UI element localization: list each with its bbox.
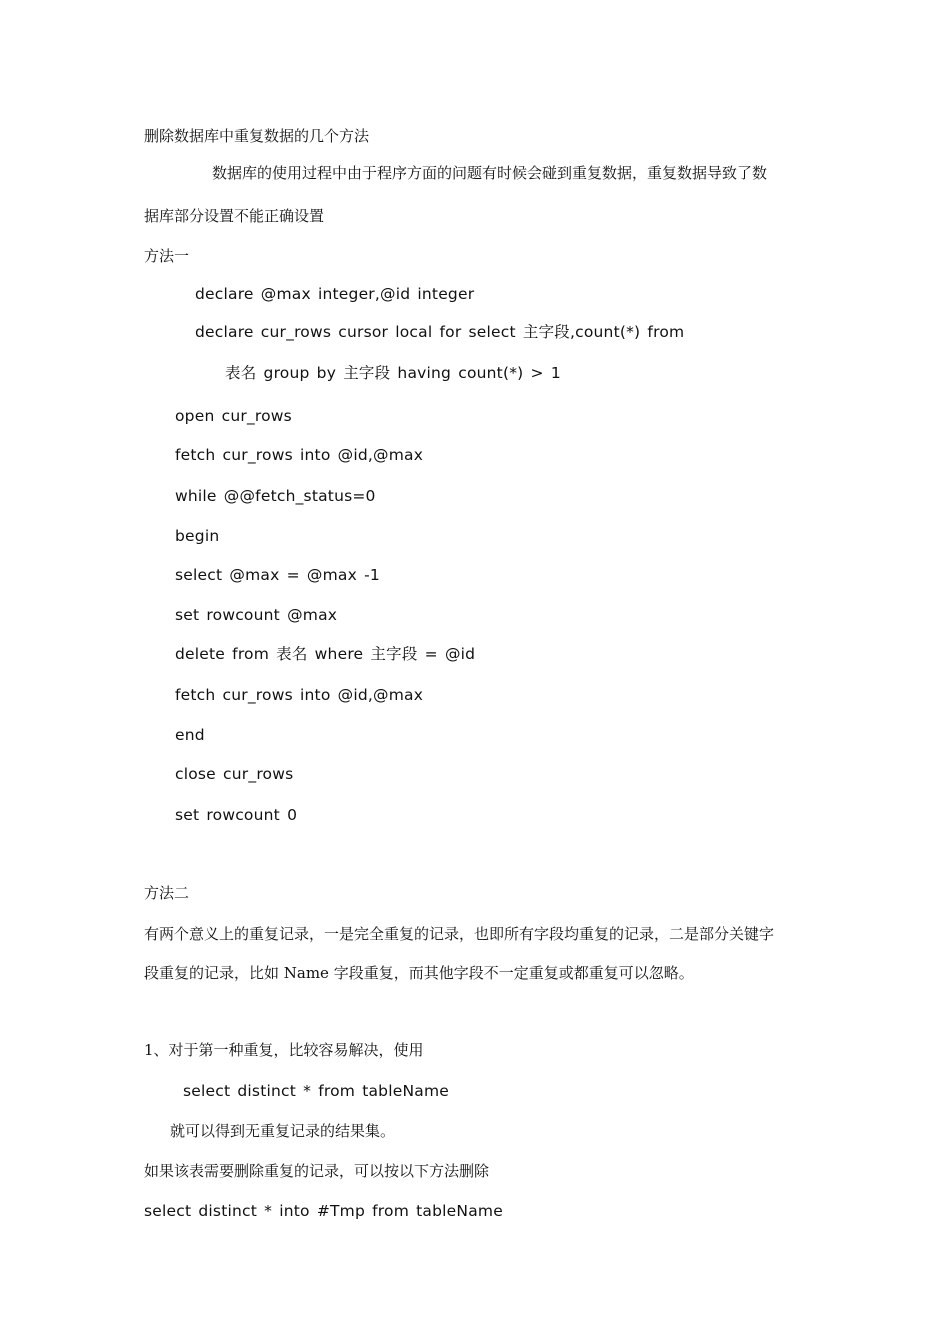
code-line: 表名 group by 主字段 having count(*) > 1 bbox=[225, 364, 561, 382]
code-line: set rowcount @max bbox=[175, 606, 338, 624]
method-1-heading: 方法一 bbox=[144, 247, 190, 265]
code-line: delete from 表名 where 主字段 = @id bbox=[175, 645, 476, 663]
code-line: declare @max integer,@id integer bbox=[195, 285, 475, 303]
step-1-code: select distinct * from tableName bbox=[183, 1082, 449, 1100]
code-line: fetch cur_rows into @id,@max bbox=[175, 686, 424, 704]
code-line: while @@fetch_status=0 bbox=[175, 487, 376, 505]
step-1-delete-note: 如果该表需要删除重复的记录，可以按以下方法删除 bbox=[144, 1162, 490, 1180]
code-line: begin bbox=[175, 527, 220, 545]
code-line: end bbox=[175, 726, 205, 744]
code-line: select @max = @max -1 bbox=[175, 566, 380, 584]
step-1-result: 就可以得到无重复记录的结果集。 bbox=[170, 1122, 396, 1140]
step-1-text: 1、对于第一种重复，比较容易解决，使用 bbox=[144, 1041, 424, 1059]
code-line: declare cur_rows cursor local for select 主字段,count(*) from bbox=[195, 323, 685, 341]
doc-title: 删除数据库中重复数据的几个方法 bbox=[144, 127, 370, 145]
intro-line-2: 据库部分设置不能正确设置 bbox=[144, 207, 325, 225]
step-1-delete-code: select distinct * into #Tmp from tableName bbox=[144, 1202, 503, 1220]
code-line: set rowcount 0 bbox=[175, 806, 298, 824]
code-line: fetch cur_rows into @id,@max bbox=[175, 446, 424, 464]
method-2-paragraph-line-2: 段重复的记录，比如 Name 字段重复，而其他字段不一定重复或都重复可以忽略。 bbox=[144, 964, 694, 982]
code-line: open cur_rows bbox=[175, 407, 292, 425]
method-2-heading: 方法二 bbox=[144, 884, 190, 902]
code-line: close cur_rows bbox=[175, 765, 294, 783]
method-2-paragraph-line-1: 有两个意义上的重复记录，一是完全重复的记录，也即所有字段均重复的记录，二是部分关键字 bbox=[144, 925, 775, 943]
intro-line-1: 数据库的使用过程中由于程序方面的问题有时候会碰到重复数据，重复数据导致了数 bbox=[212, 164, 768, 182]
